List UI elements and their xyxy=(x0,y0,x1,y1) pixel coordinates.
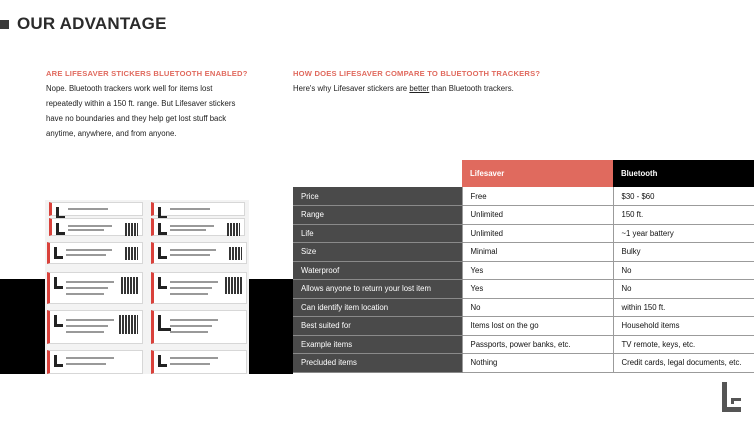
row-label: Best suited for xyxy=(293,317,462,336)
bluetooth-value: $30 - $60 xyxy=(613,187,754,206)
row-label: Allows anyone to return your lost item xyxy=(293,280,462,299)
sticker xyxy=(49,218,143,236)
row-label: Can identify item location xyxy=(293,298,462,317)
row-label: Example items xyxy=(293,335,462,354)
right-question-text-before: Here's why Lifesaver stickers are xyxy=(293,84,410,93)
sticker xyxy=(151,310,247,344)
lifesaver-value: Free xyxy=(462,187,613,206)
bluetooth-value: No xyxy=(613,261,754,280)
lifesaver-value: Yes xyxy=(462,280,613,299)
header-lifesaver: Lifesaver xyxy=(462,160,613,187)
bluetooth-value: 150 ft. xyxy=(613,206,754,225)
page-title: OUR ADVANTAGE xyxy=(17,14,167,33)
right-question-emphasis: better xyxy=(409,84,430,93)
sticker xyxy=(47,310,143,344)
bluetooth-value: Bulky xyxy=(613,243,754,262)
right-question-heading: HOW DOES LIFESAVER COMPARE TO BLUETOOTH TRACKERS? xyxy=(293,69,541,78)
bluetooth-value: within 150 ft. xyxy=(613,298,754,317)
table-row xyxy=(293,298,754,317)
sticker xyxy=(151,202,245,216)
table-row xyxy=(293,243,754,262)
sticker-sheet-photo xyxy=(45,200,249,374)
bluetooth-value: Household items xyxy=(613,317,754,336)
row-label: Price xyxy=(293,187,462,206)
table-row xyxy=(293,224,754,243)
row-label: Life xyxy=(293,224,462,243)
bluetooth-value: Credit cards, legal documents, etc. xyxy=(613,354,754,373)
table-row xyxy=(293,206,754,225)
comparison-table xyxy=(293,160,754,373)
sticker xyxy=(49,202,143,216)
lifesaver-value: Unlimited xyxy=(462,206,613,225)
lifesaver-value: Passports, power banks, etc. xyxy=(462,335,613,354)
table-row xyxy=(293,317,754,336)
left-question-line: anytime, anywhere, and from anyone. xyxy=(46,129,177,138)
table-row xyxy=(293,354,754,373)
left-question-line: have no boundaries and they help get lost stuff back xyxy=(46,114,227,123)
table-header-row xyxy=(293,160,754,187)
lifesaver-value: Unlimited xyxy=(462,224,613,243)
left-question-line: Nope. Bluetooth trackers work well for items lost xyxy=(46,84,213,93)
lifesaver-value: No xyxy=(462,298,613,317)
page-title-wrap xyxy=(0,13,167,35)
sticker xyxy=(47,350,143,374)
row-label: Precluded items xyxy=(293,354,462,373)
lifesaver-value: Nothing xyxy=(462,354,613,373)
left-question-heading: ARE LIFESAVER STICKERS BLUETOOTH ENABLED? xyxy=(46,69,248,78)
sticker xyxy=(151,272,247,304)
right-question-text-after: than Bluetooth trackers. xyxy=(429,84,514,93)
left-question-text xyxy=(46,81,266,141)
right-question-text xyxy=(293,81,613,96)
sticker xyxy=(151,242,247,264)
square-bullet-icon xyxy=(0,20,9,29)
lifesaver-logo-icon xyxy=(722,382,742,414)
table-row xyxy=(293,187,754,206)
lifesaver-value: Minimal xyxy=(462,243,613,262)
lifesaver-value: Items lost on the go xyxy=(462,317,613,336)
row-label: Waterproof xyxy=(293,261,462,280)
lifesaver-value: Yes xyxy=(462,261,613,280)
row-label: Size xyxy=(293,243,462,262)
header-bluetooth: Bluetooth xyxy=(613,160,754,187)
table-row xyxy=(293,280,754,299)
table-row xyxy=(293,261,754,280)
bluetooth-value: ~1 year battery xyxy=(613,224,754,243)
table-row xyxy=(293,335,754,354)
bluetooth-value: TV remote, keys, etc. xyxy=(613,335,754,354)
header-blank-cell xyxy=(293,160,462,187)
sticker xyxy=(47,272,143,304)
sticker xyxy=(151,350,247,374)
bluetooth-value: No xyxy=(613,280,754,299)
row-label: Range xyxy=(293,206,462,225)
sticker xyxy=(151,218,245,236)
left-question-line: repeatedly within a 150 ft. range. But Lifesaver stickers xyxy=(46,99,236,108)
sticker xyxy=(47,242,143,264)
